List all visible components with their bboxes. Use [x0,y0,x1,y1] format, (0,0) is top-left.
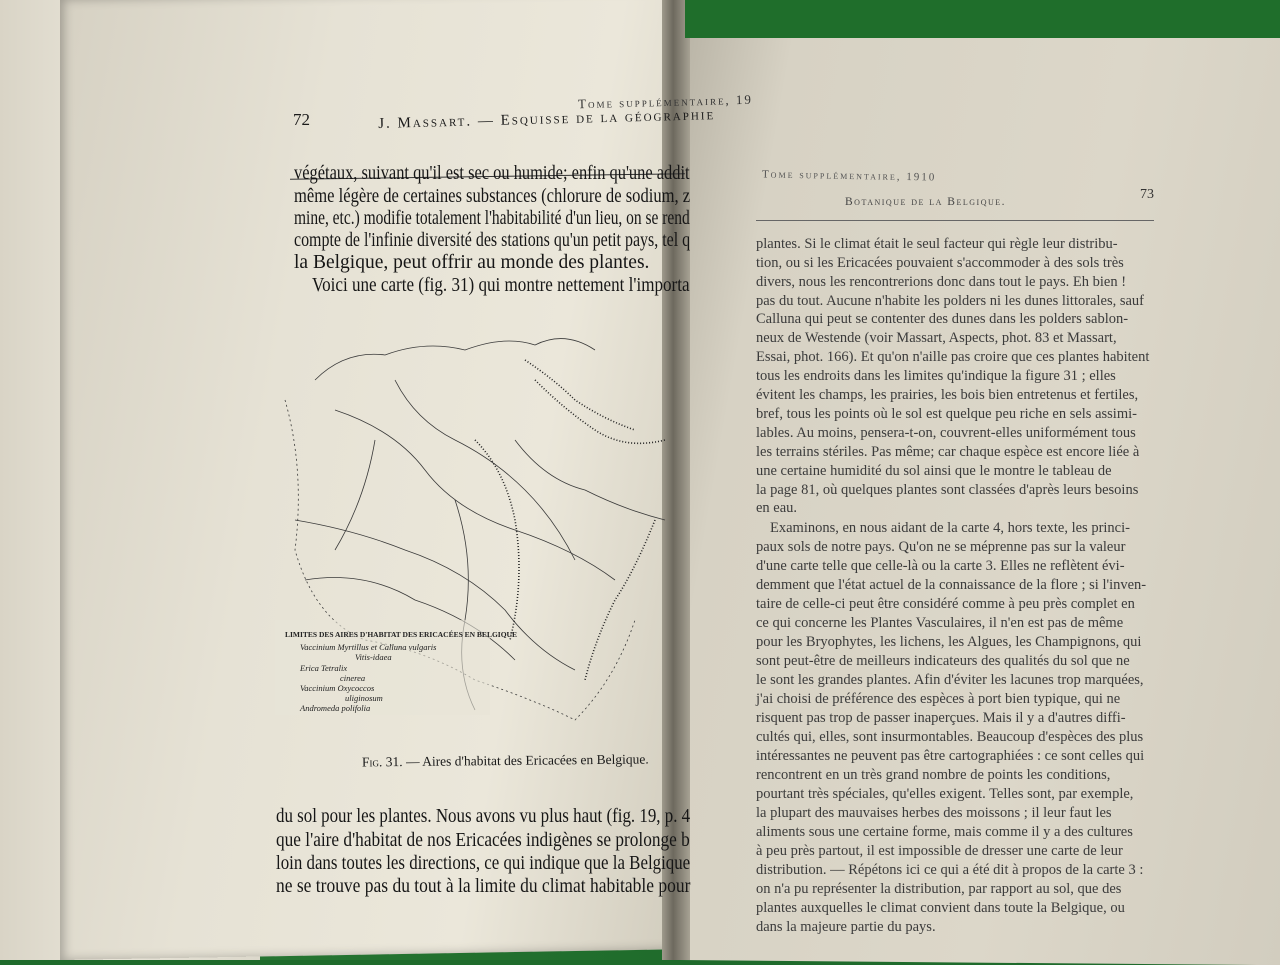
text-line: Calluna qui peut se contenter des dunes dans les polders sablon- [756,311,1129,327]
caption-label: Fig. 31. [361,754,403,770]
text-line: la Belgique, peut offrir au monde des plantes. [294,252,650,273]
text-line: ne se trouve pas du tout à la limite du climat habitable pour [276,876,691,897]
text-line: une certaine humidité du sol ainsi que le montre le tableau de [756,463,1112,479]
caption-text: — Aires d'habitat des Ericacées en Belgique. [405,751,649,770]
text-line: la page 81, où quelques plantes sont classées d'après leurs besoins [756,482,1139,498]
text-line: aliments sous une certaine forme, mais comme il y a des cultures [756,824,1133,840]
text-line: divers, nous les rencontrerions donc dans tout le pays. Eh bien ! [756,274,1127,290]
legend-item: cinerea [340,673,366,683]
river [395,380,575,560]
text-line: bref, tous les points où le sol est quelque peu riche en sels assimi- [756,406,1137,422]
text-line: taire de celle-ci peut être considéré comme à peu près complet en [756,596,1135,612]
legend-item: uliginosum [345,693,383,703]
right-running-head: Botanique de la Belgique. [845,196,1007,208]
text-line: on n'a pu représenter la distribution, par rapport au sol, que des [756,881,1122,897]
coastline [315,339,595,380]
text-line: tous les endroits dans les limites qu'indique la figure 31 ; elles [756,368,1116,384]
text-line: en eau. [756,500,798,516]
text-line: les terrains stériles. Pas même; car chaque espèce est encore liée à [756,444,1140,460]
river [335,410,615,580]
legend-title: LIMITES DES AIRES D'HABITAT DES ERICACÉES EN BELGIQUE [285,630,517,639]
legend-item: Vaccinium Myrtillus et Calluna vulgaris [300,642,437,652]
text-line: pas du tout. Aucune n'habite les polders ni les dunes littorales, sauf [756,293,1144,309]
habitat-limit-line [535,380,665,443]
text-line: rencontrent en un très grand nombre de points les conditions, [756,767,1111,783]
habitat-limit-line [475,440,519,640]
habitat-limit-line [585,520,655,680]
left-running-head: J. Massart. — Esquisse de la géographie [378,107,716,132]
text-line: intéressantes ne peuvent pas être cartographiées : ce sont celles qui [756,748,1145,764]
text-line: le sont les grandes plantes. Afin d'éviter les lacunes trop marquées, [756,672,1144,688]
right-head-rule [756,220,1154,221]
text-line: compte de l'infinie diversité des stations qu'un petit pays, tel q [294,230,691,251]
text-line: évitent les champs, les prairies, les bois bien entretenus et fertiles, [756,387,1139,403]
text-line: risquent pas trop de passer inaperçues. Mais il y a d'autres diffi- [756,710,1126,726]
text-line: végétaux, suivant qu'il est sec ou humide; enfin qu'une addit [294,163,690,184]
legend-item: Vaccinium Oxycoccos [300,683,375,693]
legend-item: Andromeda polifolia [300,703,371,713]
left-page-number: 72 [293,110,310,129]
text-line: du sol pour les plantes. Nous avons vu plus haut (fig. 19, p. 4 [276,806,691,827]
habitat-limit-line [525,360,635,430]
text-line: plantes. Si le climat était le seul facteur qui règle leur distribu- [756,236,1118,252]
text-line: pourtant très spéciales, qu'elles exigent. Telles sont, par exemple, [756,786,1134,802]
text-line: tion, ou si les Ericacées pouvaient s'accommoder à des sols très [756,255,1124,271]
text-line: distribution. — Répétons ici ce qui a été dit à propos de la carte 3 : [756,862,1144,878]
text-line: demment que l'état actuel de la connaissance de la flore ; si l'inven- [756,577,1147,593]
ericaceae-distribution-map [275,320,685,740]
text-line: neux de Westende (voir Massart, Aspects, phot. 83 et Massart, [756,330,1117,346]
text-line: d'une carte telle que celle-là ou la carte 3. Elles ne reflètent évi- [756,558,1125,574]
right-running-head-top: Tome supplémentaire, 1910 [761,168,937,184]
text-line: la plupart des mauvaises herbes des moissons ; il leur faut les [756,805,1112,821]
text-line: loin dans toutes les directions, ce qui indique que la Belgique [276,853,691,874]
text-line: lables. Au moins, pensera-t-on, couvrent-elles uniformément tous [756,425,1136,441]
text-line: sont peut-être de meilleurs indicateurs des qualités du sol que ne [756,653,1130,669]
legend-item: Erica Tetralix [300,663,348,673]
text-line: cultés qui, elles, sont insurmontables. Beaucoup d'espèces des plus [756,729,1144,745]
text-line: mine, etc.) modifie totalement l'habitabilité d'un lieu, on se rend [294,208,690,229]
text-line: j'ai choisi de préférence des espèces à port bien typique, qui ne [756,691,1121,707]
text-line: pour les Bryophytes, les lichens, les Algues, les Champignons, qui [756,634,1142,650]
left-running-head-top: Tome supplémentaire, 19 [577,91,754,112]
text-line: Essai, phot. 166). Et qu'on n'aille pas croire que ces plantes habitent [756,349,1150,365]
desk-top-strip [685,0,1280,38]
text-line: à peu près partout, il est impossible de dresser une carte de leur [756,843,1123,859]
text-line: ce qui concerne les Plantes Vasculaires, il n'en est pas de même [756,615,1124,631]
river [515,440,665,520]
text-line: que l'aire d'habitat de nos Ericacées indigènes se prolonge b [276,830,690,851]
text-line: paux sols de notre pays. Qu'on ne se méprenne pas sur la valeur [756,539,1126,555]
text-line: plantes auxquelles le climat convient dans toute la Belgique, ou [756,900,1125,916]
text-line: Voici une carte (fig. 31) qui montre nettement l'importa [312,275,690,296]
text-line: dans la majeure partie du pays. [756,919,936,935]
text-line: même légère de certaines substances (chlorure de sodium, z [294,186,691,207]
legend-item: Vitis-idaea [355,652,392,662]
right-page-number: 73 [1140,187,1154,202]
figure-caption [362,751,649,770]
text-line: Examinons, en nous aidant de la carte 4, hors texte, les princi- [770,520,1130,536]
